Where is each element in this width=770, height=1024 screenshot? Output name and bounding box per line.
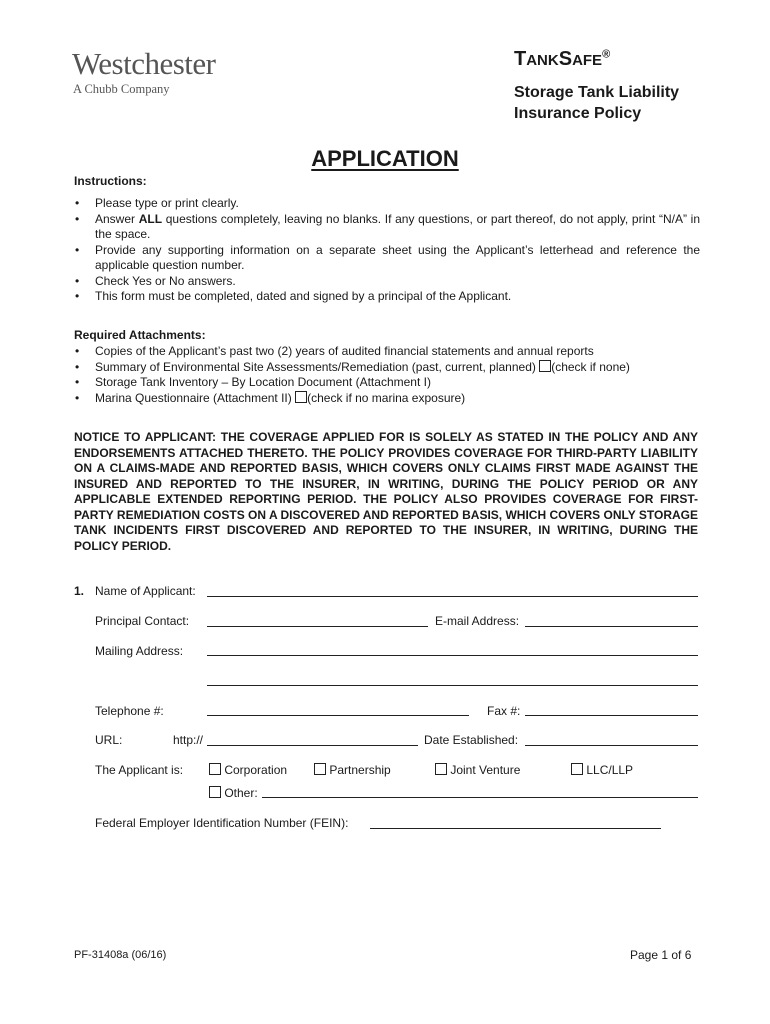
url-field[interactable]: [207, 745, 418, 746]
list-item: • Copies of the Applicant’s past two (2) years of audited financial statements and annual reports: [74, 344, 700, 360]
corporation-checkbox[interactable]: [209, 763, 221, 775]
other-checkbox[interactable]: [209, 786, 221, 798]
mailing-address-field-1[interactable]: [207, 655, 698, 656]
instructions-list: [74, 196, 700, 305]
instructions-heading: Instructions:: [74, 174, 147, 188]
list-item: • Summary of Environmental Site Assessments/Remediation (past, current, planned) (check if none): [74, 360, 700, 376]
corporation-option[interactable]: Corporation: [209, 763, 287, 777]
name-of-applicant-field[interactable]: [207, 596, 698, 597]
subtitle-line-1: Storage Tank Liability: [514, 84, 680, 101]
mailing-address-label: Mailing Address:: [95, 644, 184, 658]
partnership-option[interactable]: Partnership: [314, 763, 391, 777]
list-item: • Please type or print clearly.: [74, 196, 700, 212]
list-item: • Answer ALL questions completely, leaving no blanks. If any questions, or part thereof, do not apply, print “N/A” in the space.: [74, 212, 700, 243]
principal-contact-label: Principal Contact:: [95, 614, 190, 628]
question-number: 1.: [74, 584, 85, 598]
date-established-label: Date Established:: [424, 733, 519, 747]
fein-field[interactable]: [370, 828, 661, 829]
principal-contact-field[interactable]: [207, 626, 428, 627]
llc-llp-option[interactable]: LLC/LLP: [571, 763, 633, 777]
telephone-label: Telephone #:: [95, 704, 164, 718]
attachments-heading: Required Attachments:: [74, 328, 206, 342]
url-label: URL:: [95, 733, 123, 747]
joint-venture-option[interactable]: Joint Venture: [435, 763, 520, 777]
product-name: TANKSAFE®: [514, 48, 611, 70]
name-of-applicant-label: Name of Applicant:: [95, 584, 196, 598]
list-item: • Provide any supporting information on a separate sheet using the Applicant’s letterhead and reference the applicable question number.: [74, 243, 700, 274]
list-item: • This form must be completed, dated and signed by a principal of the Applicant.: [74, 289, 700, 305]
attachments-list: [74, 344, 700, 406]
email-field[interactable]: [525, 626, 698, 627]
partnership-checkbox[interactable]: [314, 763, 326, 775]
email-label: E-mail Address:: [435, 614, 520, 628]
url-prefix: http://: [173, 733, 204, 747]
check-if-none-checkbox[interactable]: [539, 360, 551, 372]
company-logo-subtitle: A Chubb Company: [73, 82, 170, 96]
list-item: • Storage Tank Inventory – By Location Document (Attachment I): [74, 375, 700, 391]
subtitle-line-2: Insurance Policy: [514, 105, 642, 122]
fein-label: Federal Employer Identification Number (FEIN):: [95, 816, 349, 830]
page-title: APPLICATION: [311, 146, 459, 171]
page-number: Page 1 of 6: [630, 948, 692, 962]
form-code: PF-31408a (06/16): [74, 949, 167, 961]
company-logo-name: Westchester: [72, 46, 216, 81]
other-field[interactable]: [262, 797, 698, 798]
list-item: • Check Yes or No answers.: [74, 274, 700, 290]
telephone-field[interactable]: [207, 715, 469, 716]
list-item: • Marina Questionnaire (Attachment II) (check if no marina exposure): [74, 391, 700, 407]
product-subtitle: [514, 82, 679, 124]
applicant-is-label: The Applicant is:: [95, 763, 184, 777]
fax-field[interactable]: [525, 715, 698, 716]
fax-label: Fax #:: [487, 704, 521, 718]
notice-to-applicant: NOTICE TO APPLICANT: THE COVERAGE APPLIED FOR IS SOLELY AS STATED IN THE POLICY AND ANY ENDORSEMENTS ATTACHED THERETO. THE POLICY PROVIDES COVERAGE FOR THIRD-PARTY LIABILITY ON A CLAIMS-MADE AND REPORTED BASIS, WHICH COVERS ONLY CLAIMS FIRST MADE AGAINST THE INSURED AND REPORTED TO THE INSURER, IN WRITING, DURING THE POLICY PERIOD OR ANY APPLICABLE EXTENDED REPORTING PERIOD. THE POLICY ALSO PROVIDES COVERAGE FOR FIRST-PARTY REMEDIATION COSTS ON A DISCOVERED AND REPORTED BASIS, WHICH COVERS ONLY STORAGE TANK INCIDENTS FIRST DISCOVERED AND REPORTED TO THE INSURER, IN WRITING, DURING THE POLICY PERIOD.: [74, 430, 698, 553]
joint-venture-checkbox[interactable]: [435, 763, 447, 775]
other-option[interactable]: Other:: [209, 786, 258, 800]
date-established-field[interactable]: [525, 745, 698, 746]
llc-llp-checkbox[interactable]: [571, 763, 583, 775]
no-marina-checkbox[interactable]: [295, 391, 307, 403]
mailing-address-field-2[interactable]: [207, 685, 698, 686]
